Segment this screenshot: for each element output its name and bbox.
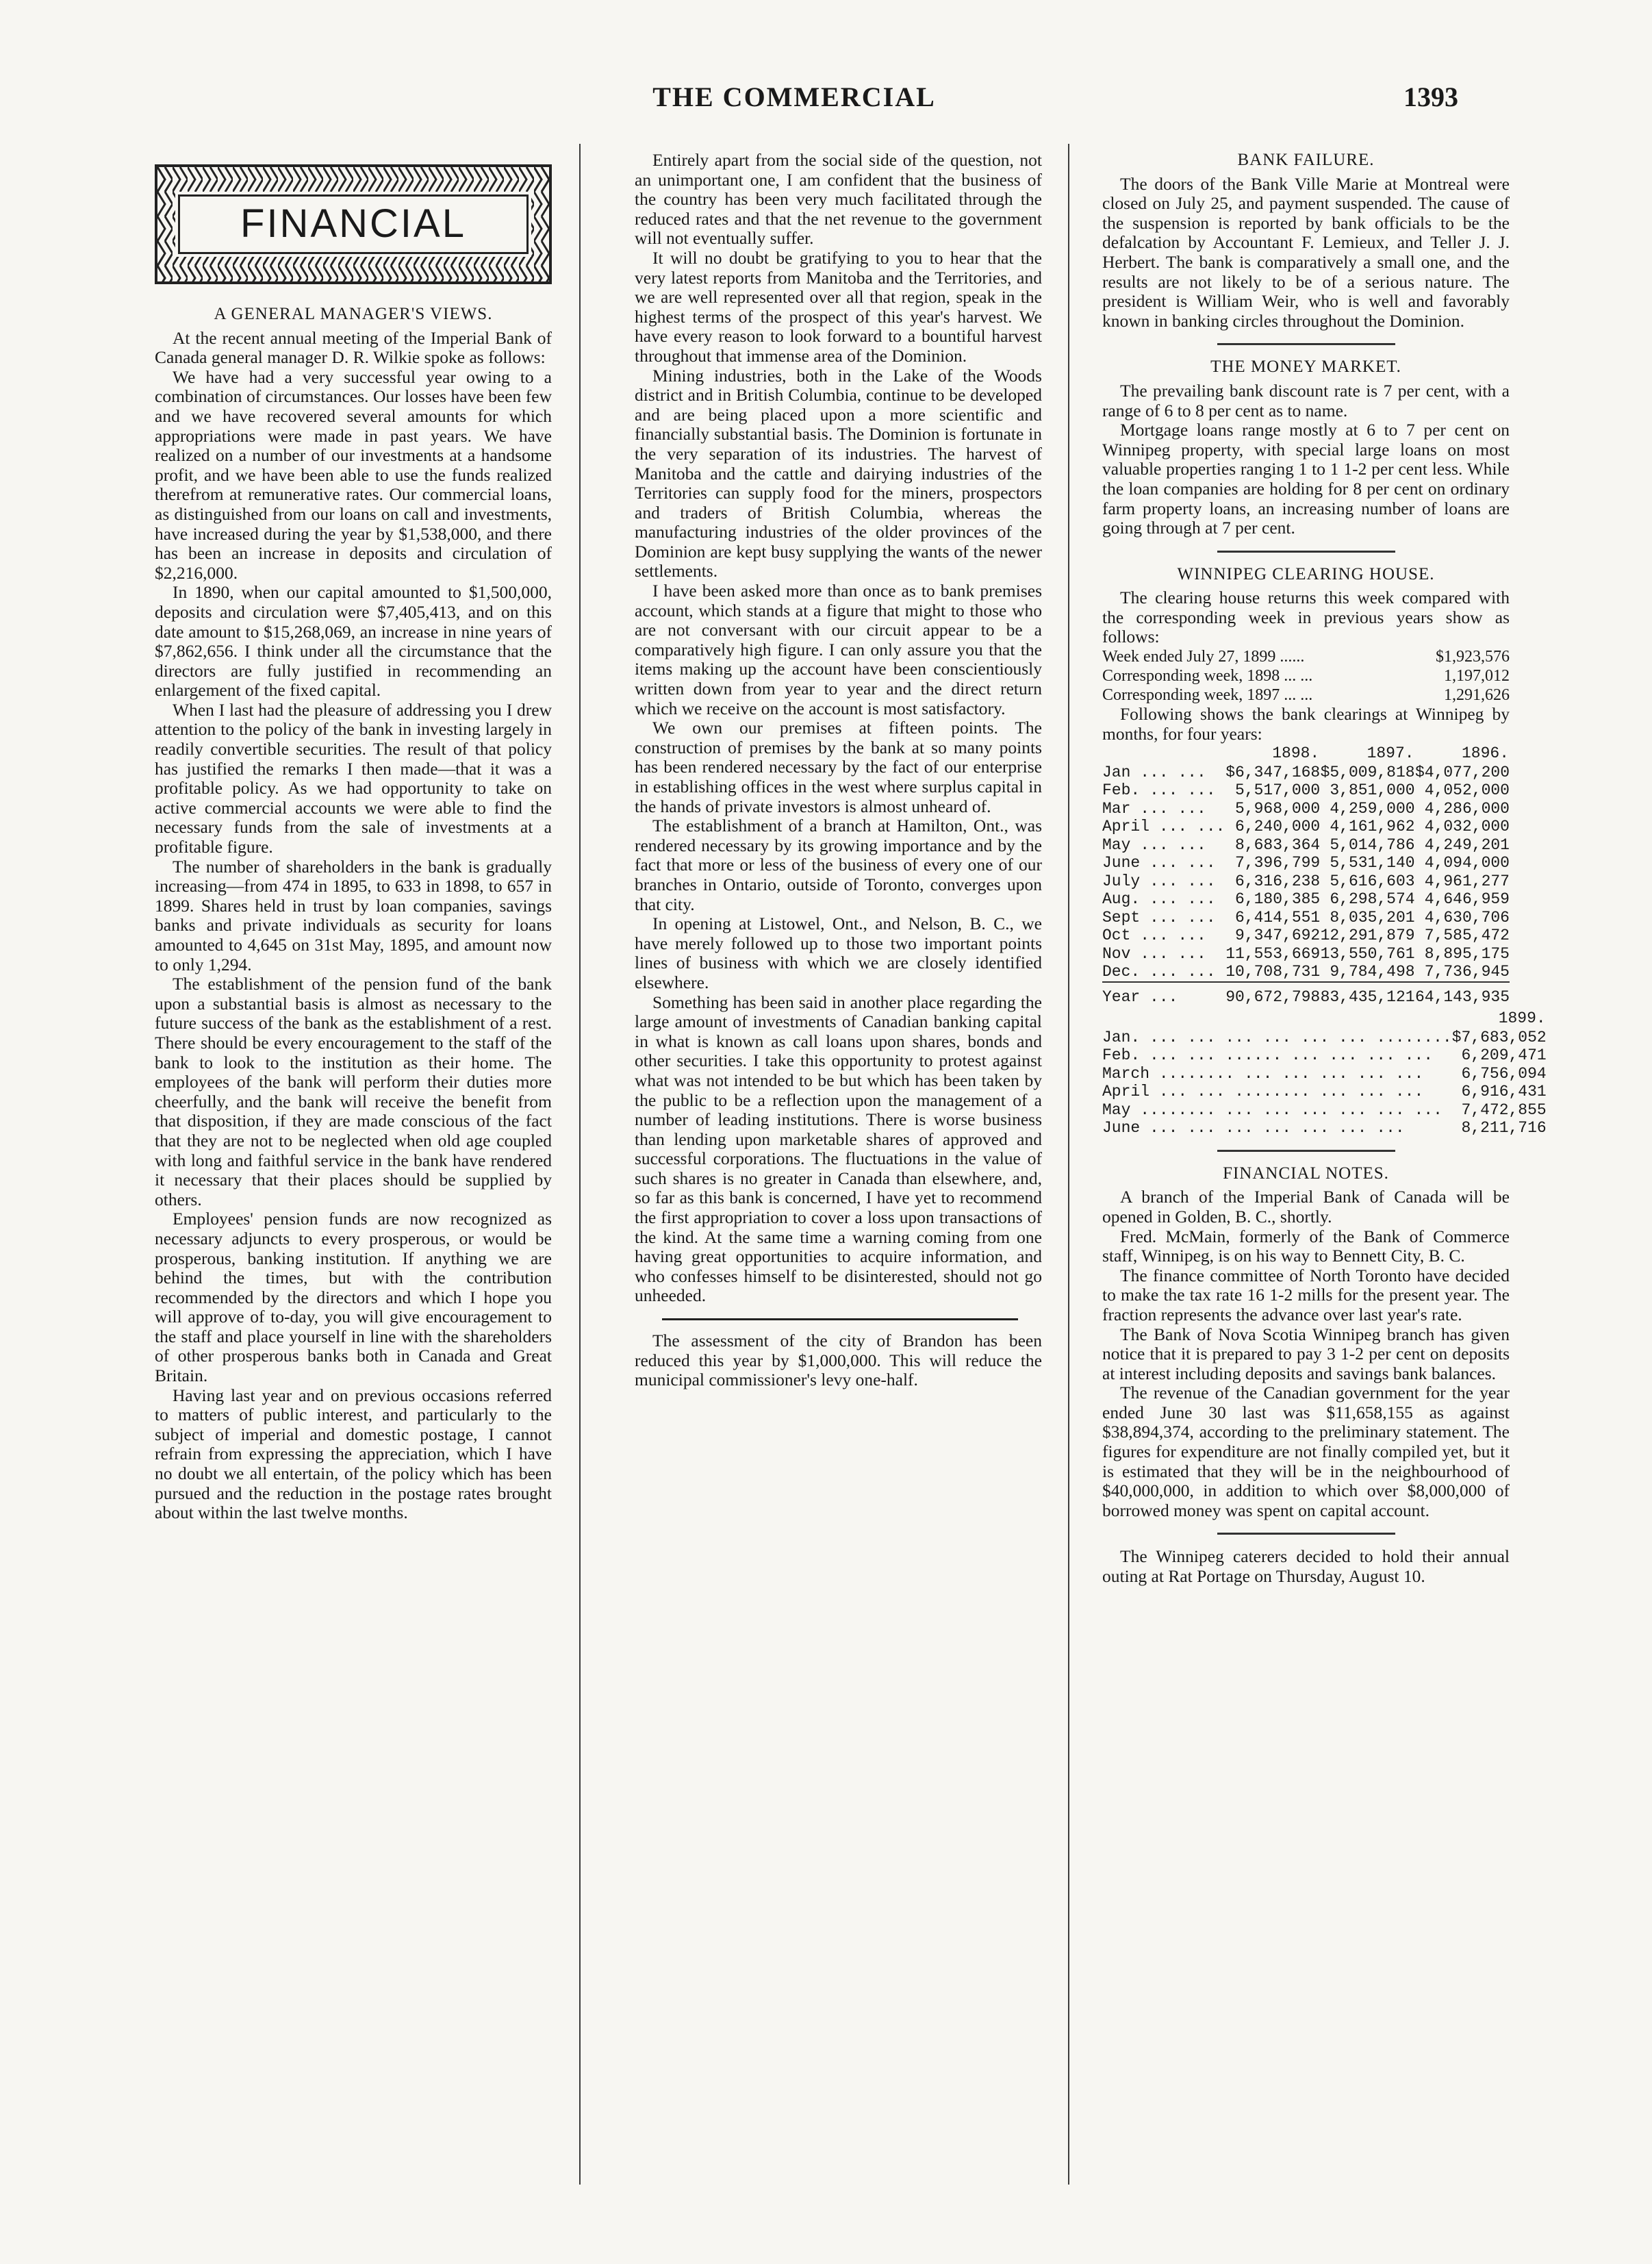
banner-title: FINANCIAL [240, 201, 466, 247]
divider [1217, 1533, 1395, 1535]
value-cell: 4,961,277 [1424, 872, 1510, 890]
value-cell: 4,286,000 [1424, 799, 1510, 818]
monthly-clearings-table [1102, 744, 1510, 1006]
paragraph: Employees' pension funds are now recognized as necessary adjuncts to every prosperous, or would be prosperous, banking institution. If anything we are behind the times, but with the contribution recommended by the directors and which I hope you will approve of to-day, you will give encouragement to the staff and place yourself in line with the shareholders of other prosperous banks both in Canada and Great Britain. [155, 1209, 552, 1386]
month-cell: Jan ... ... [1102, 763, 1206, 781]
column-header: 1896. [1461, 744, 1509, 763]
value-cell: 5,014,786 [1330, 835, 1415, 854]
section-heading: THE MONEY MARKET. [1210, 357, 1401, 377]
paragraph: Mining industries, both in the Lake of the Woods district and in British Columbia, continue to be developed and are being placed upon a more scientific and financially substantial basis. The Dominion is fortunate in the very separation of its industries. The harvest of Manitoba and the cattle and dairying industries of the Territories can supply food for the miners, prospectors and traders of British Columbia, whereas the manufacturing industries of the older provinces of the Dominion are kept busy supplying the wants of the newer settlements. [635, 365, 1042, 581]
month-cell: Jan. ... ... ... ... ... ... ........ [1102, 1028, 1452, 1046]
total-row [1102, 982, 1510, 1007]
table-header-row [1102, 1009, 1547, 1029]
value-cell: 64,143,935 [1415, 982, 1510, 1007]
month-cell: Sept ... ... [1102, 908, 1216, 927]
row-label: Corresponding week, 1898 ... ... [1102, 667, 1313, 686]
paragraph: We have had a very successful year owing to a combination of circumstances. Our losses have been few and we have recovered several amounts for which appropriations were made in past years. We have realized on a number of our investments at a handsome profit, and we have been able to use the funds realized therefrom at remunerative rates. Our commercial loans, as distinguished from our loans on call and investments, have increased during the year by $1,538,000, and there has been an increase in deposits and circulation of $2,216,000. [155, 366, 552, 583]
value-cell: $4,077,200 [1414, 763, 1510, 781]
column-2 [635, 151, 1042, 1390]
column-header: 1899. [1498, 1009, 1546, 1028]
column-header: 1897. [1367, 744, 1414, 763]
value-cell: 7,736,945 [1424, 963, 1510, 981]
paragraph: In opening at Listowel, Ont., and Nelson, B. C., we have merely followed up to those two important points lines of business with which we are closely identified elsewhere. [635, 914, 1042, 992]
table-row [1102, 666, 1510, 686]
value-cell: 7,585,472 [1424, 927, 1510, 945]
paragraph: The establishment of a branch at Hamilton, Ont., was rendered necessary by its growing importance and by the fact that more or less of the business of every one of our branches in Ontario, outside of Toronto, converges upon that city. [635, 816, 1042, 914]
section-heading: A GENERAL MANAGER'S VIEWS. [214, 305, 493, 323]
row-label: Corresponding week, 1897 ... ... [1102, 686, 1313, 705]
page-number: 1393 [1403, 81, 1458, 112]
clearings-1899-table [1102, 1009, 1547, 1137]
value-cell: 5,531,140 [1330, 854, 1415, 872]
value-cell: 8,683,364 [1235, 835, 1321, 854]
value-cell: 8,211,716 [1461, 1119, 1547, 1137]
paragraph: The clearing house returns this week compared with the corresponding week in previous years show as follows: [1102, 588, 1510, 647]
value-cell: 9,784,498 [1330, 963, 1415, 981]
value-cell: 10,708,731 [1225, 963, 1321, 981]
value-cell: 6,180,385 [1235, 890, 1321, 909]
paragraph: Having last year and on previous occasions referred to matters of public interest, and particularly to the subject of imperial and domestic postage, I cannot refrain from expressing the appreciation, which I have no doubt we all entertain, of the policy which has been pursued and the reduction in the postage rates brought about within the last twelve months. [155, 1385, 552, 1523]
paragraph: In 1890, when our capital amounted to $1,500,000, deposits and circulation were $7,405,413, and on this date amount to $15,268,069, an increase in nine years of $7,862,656. I think under all the circumstance that the directors are fully justified in recommending an enlargement of the fixed capital. [155, 582, 552, 701]
table-row [1102, 1029, 1547, 1047]
paragraph: Something has been said in another place regarding the large amount of investments of Canadian banking capital in what is known as call loans upon shares, bonds and other securities. I take this opportunity to protest against what was not intended to be but which has been taken by the public to be a reflection upon the management of a number of leading institutions. There is worse business than lending upon marketable shares of approved and successful corporations. The fluctuations in the value of such shares is no greater in Canada than elsewhere, and, so far as this bank is concerned, I have yet to recommend the first appropriation to cover a loss upon transactions of the kind. At the same time a warning coming from one having great opportunities to acquire information, and who confesses himself to be disinterested, should not go unheeded. [635, 992, 1042, 1306]
table-row [1102, 686, 1510, 705]
divider [1217, 1150, 1395, 1152]
value-cell: 6,240,000 [1235, 818, 1321, 836]
section-heading: WINNIPEG CLEARING HOUSE. [1177, 564, 1435, 583]
paragraph: At the recent annual meeting of the Imperial Bank of Canada general manager D. R. Wilkie spoke as follows: [155, 327, 552, 368]
value-cell: 6,916,431 [1461, 1083, 1547, 1101]
financial-banner [155, 164, 552, 284]
divider [1217, 343, 1395, 345]
table-row [1102, 872, 1510, 891]
value-cell: $7,683,052 [1451, 1028, 1547, 1046]
value-cell: 8,895,175 [1424, 944, 1510, 963]
value-cell: 6,756,094 [1461, 1064, 1547, 1083]
divider [1217, 551, 1395, 553]
column-1 [155, 151, 552, 1523]
page-header [130, 81, 1458, 129]
value-cell: 4,630,706 [1424, 908, 1510, 927]
month-cell: Dec. ... ... [1102, 963, 1216, 981]
banner-inner [178, 194, 529, 254]
value-cell: 12,291,879 [1320, 927, 1415, 945]
paragraph: The establishment of the pension fund of the bank upon a substantial basis is almost as necessary to the future success of the bank as the establishment of a rest. There should be every encouragement to the staff of the bank to look to the institution as their home. The employees of the bank will perform their duties more cheerfully, and the bank will receive the benefit from that disposition, if they are made conscious of the fact that they are not to be neglected when old age coupled with long and faithful service in the bank have rendered it necessary that their places should be supplied by others. [155, 974, 552, 1209]
table-row [1102, 963, 1510, 982]
paragraph: A branch of the Imperial Bank of Canada will be opened in Golden, B. C., shortly. [1102, 1187, 1510, 1227]
paragraph: The number of shareholders in the bank is gradually increasing—from 474 in 1895, to 633 in 1898, to 657 in 1899. Shares held in trust by loan companies, savings banks and private individuals as security for loans amounted to 4,645 on 31st May, 1895, and amount now to only 1,294. [155, 856, 552, 974]
month-cell: Feb. ... ... ...... ... ... ... ... [1102, 1046, 1434, 1065]
paragraph: The Bank of Nova Scotia Winnipeg branch has given notice that it is prepared to pay 3 1-2 per cent on deposits at interest including deposits and savings bank balances. [1102, 1324, 1510, 1383]
value-cell: 5,517,000 [1235, 781, 1321, 800]
month-cell: April ... ... [1102, 818, 1225, 836]
month-cell: Feb. ... ... [1102, 781, 1216, 800]
value-cell: $6,347,168 [1225, 763, 1321, 781]
section-heading: BANK FAILURE. [1237, 151, 1375, 169]
table-row [1102, 1065, 1547, 1083]
table-row [1102, 764, 1510, 782]
paragraph: Entirely apart from the social side of the question, not an unimportant one, I am confident that the business of the country has been very much facilitated through the reduced rates and that the net revenue to the government will not eventually suffer. [635, 150, 1042, 249]
value-cell: 4,646,959 [1424, 890, 1510, 909]
value-cell: $5,009,818 [1320, 763, 1415, 781]
paragraph: The finance committee of North Toronto have decided to make the tax rate 16 1-2 mills for the present year. The fraction represents the advance over last year's rate. [1102, 1265, 1510, 1324]
value-cell: 6,316,238 [1235, 872, 1321, 890]
table-row [1102, 781, 1510, 800]
value-cell: 4,249,201 [1424, 835, 1510, 854]
value-cell: 6,209,471 [1461, 1046, 1547, 1065]
table-header-row [1102, 744, 1510, 764]
row-value: 1,291,626 [1444, 686, 1510, 705]
table-row [1102, 836, 1510, 855]
paragraph: The prevailing bank discount rate is 7 per cent, with a range of 6 to 8 per cent as to name. [1102, 380, 1510, 420]
value-cell: 90,672,798 [1225, 982, 1320, 1007]
paragraph: When I last had the pleasure of addressing you I drew attention to the policy of the bank in investing largely in readily convertible securities. The result of that policy has justified the remarks I then made—that it was a profitable policy. As we had opportunity to take on active commercial accounts we were able to find the necessary funds from the sale of investments at a profitable figure. [155, 699, 552, 857]
column-rule [1068, 144, 1069, 2185]
month-cell: Year ... [1102, 982, 1225, 1007]
month-cell: April ... ... ........ ... ... ... [1102, 1083, 1424, 1101]
table-row [1102, 927, 1510, 945]
value-cell: 5,616,603 [1330, 872, 1415, 890]
value-cell: 11,553,669 [1225, 944, 1321, 963]
weekly-clearings [1102, 647, 1510, 705]
table-row [1102, 1046, 1547, 1065]
month-cell: Aug. ... ... [1102, 890, 1216, 909]
value-cell: 4,259,000 [1330, 799, 1415, 818]
table-row [1102, 647, 1510, 666]
table-row [1102, 890, 1510, 909]
paragraph: Fred. McMain, formerly of the Bank of Commerce staff, Winnipeg, is on his way to Bennett City, B. C. [1102, 1226, 1510, 1266]
table-row [1102, 818, 1510, 836]
value-cell: 3,851,000 [1330, 781, 1415, 800]
column-3 [1102, 151, 1547, 1587]
paragraph: The revenue of the Canadian government for the year ended June 30 last was $11,658,155 as against $38,894,374, according to the preliminary statement. The figures for expenditure are not finally compiled yet, but it is estimated that they will be in the neighbourhood of $40,000,000, in addition to which over $8,000,000 of borrowed money was spent on capital account. [1102, 1383, 1510, 1520]
divider [662, 1318, 1018, 1320]
paragraph: Following shows the bank clearings at Winnipeg by months, for four years: [1102, 704, 1510, 744]
value-cell: 8,035,201 [1330, 908, 1415, 927]
value-cell: 4,032,000 [1424, 818, 1510, 836]
value-cell: 6,298,574 [1330, 890, 1415, 909]
running-title: THE COMMERCIAL [652, 81, 936, 112]
value-cell: 6,414,551 [1235, 908, 1321, 927]
paragraph: It will no doubt be gratifying to you to hear that the very latest reports from Manitoba and the Territories, and we are well represented over all that region, speak in the highest terms of the prospect of this year's harvest. We have every reason to look forward to a bountiful harvest throughout that immense area of the Dominion. [635, 247, 1042, 366]
row-label: Week ended July 27, 1899 ...... [1102, 648, 1305, 666]
paragraph: We own our premises at fifteen points. The construction of premises by the bank at so many points has been rendered necessary by the fact of our enterprise in establishing offices in the west where surplus capital in the hands of private investors is almost unheard of. [635, 718, 1042, 816]
column-rule [579, 144, 581, 2185]
value-cell: 4,161,962 [1330, 818, 1415, 836]
table-row [1102, 1119, 1547, 1137]
value-cell: 13,550,761 [1320, 944, 1415, 963]
section-heading: FINANCIAL NOTES. [1223, 1164, 1389, 1183]
month-cell: Mar ... ... [1102, 799, 1206, 818]
paragraph: The doors of the Bank Ville Marie at Montreal were closed on July 25, and payment suspended. The cause of the suspension is reported by bank officials to be the defalcation by Accountant F. Lemieux, and Teller J. J. Herbert. The bank is comparatively a small one, and the results are not likely to be of a serious nature. The president is William Weir, who is well and favorably known in banking circles throughout the Dominion. [1102, 173, 1510, 331]
month-cell: May ........ ... ... ... ... ... ... [1102, 1100, 1443, 1119]
month-cell: June ... ... ... ... ... ... ... [1102, 1119, 1405, 1137]
value-cell: 7,396,799 [1235, 854, 1321, 872]
table-row [1102, 909, 1510, 927]
value-cell: 5,968,000 [1235, 799, 1321, 818]
month-cell: Nov ... ... [1102, 944, 1206, 963]
value-cell: 83,435,121 [1320, 982, 1414, 1007]
table-row [1102, 800, 1510, 818]
month-cell: July ... ... [1102, 872, 1216, 890]
paragraph: The assessment of the city of Brandon has been reduced this year by $1,000,000. This will reduce the municipal commissioner's levy one-half. [635, 1331, 1042, 1390]
value-cell: 9,347,692 [1235, 927, 1321, 945]
value-cell: 7,472,855 [1461, 1100, 1547, 1119]
table-row [1102, 945, 1510, 964]
value-cell: 4,052,000 [1424, 781, 1510, 800]
month-cell: March ........ ... ... ... ... ... [1102, 1064, 1424, 1083]
table-row [1102, 1083, 1547, 1101]
month-cell: Oct ... ... [1102, 927, 1206, 945]
table-row [1102, 854, 1510, 872]
paragraph: The Winnipeg caterers decided to hold their annual outing at Rat Portage on Thursday, August 10. [1102, 1546, 1510, 1587]
table-row [1102, 1101, 1547, 1120]
paragraph: I have been asked more than once as to bank premises account, which stands at a figure that might to those who are not conversant with our circuit appear to be a comparatively high figure. I can only assure you that the items making up the account have been conscientiously written down from year to year and the direct return which we receive on the account is most satisfactory. [635, 581, 1042, 718]
paragraph: Mortgage loans range mostly at 6 to 7 per cent on Winnipeg property, with special large loans on most valuable properties ranging 1 to 1 1-2 per cent less. While the loan companies are holding for 8 per cent on ordinary farm property loans, an increasing number of loans are going through at 7 per cent. [1102, 420, 1510, 538]
row-value: 1,197,012 [1444, 667, 1510, 686]
column-header: 1898. [1272, 744, 1320, 763]
row-value: $1,923,576 [1436, 648, 1510, 666]
month-cell: May ... ... [1102, 835, 1206, 854]
value-cell: 4,094,000 [1424, 854, 1510, 872]
month-cell: June ... ... [1102, 854, 1216, 872]
